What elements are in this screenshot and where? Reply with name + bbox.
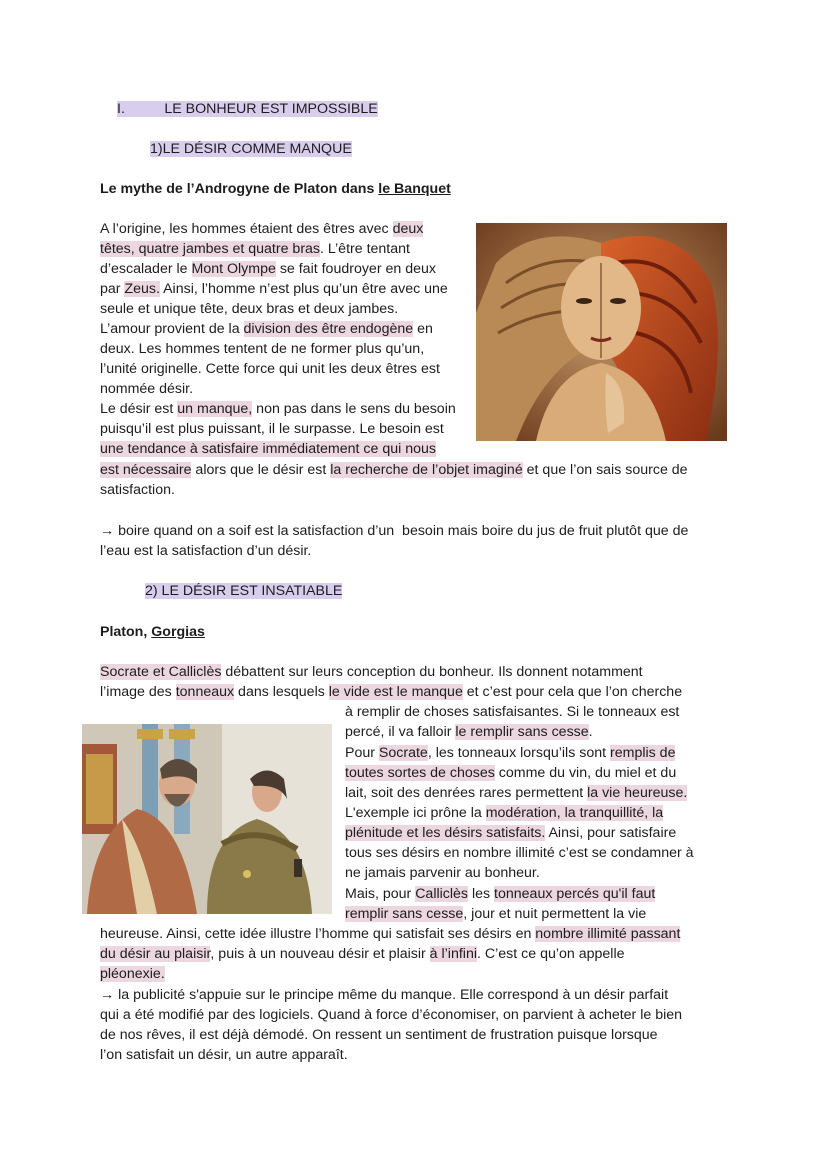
text-line: par Zeus. Ainsi, l’homme n’est plus qu’un être avec une <box>100 281 448 297</box>
myth-title: Le mythe de l’Androgyne de Platon dans le Banquet <box>100 181 451 197</box>
text-line: L'exemple ici prône la modération, la tranquillité, la <box>345 805 664 821</box>
text-line: heureuse. Ainsi, cette idée illustre l’homme qui satisfait ses désirs en nombre illimité passant <box>100 926 681 942</box>
text-line: à remplir de choses satisfaisantes. Si le tonneaux est <box>345 704 680 720</box>
text-line: du désir au plaisir, puis à un nouveau désir et plaisir à l’infini. C’est ce qu’on appelle <box>100 946 625 962</box>
text-line: qui a été modifié par des logiciels. Quand à force d’économiser, on parvient à acheter le bien <box>100 1007 683 1023</box>
text-line: percé, il va falloir le remplir sans cesse. <box>345 724 593 740</box>
text-line: A l’origine, les hommes étaient des êtres avec deux <box>100 221 424 237</box>
text-line: Pour Socrate, les tonneaux lorsqu’ils sont remplis de <box>345 745 676 761</box>
text-line: d’escalader le Mont Olympe se fait foudroyer en deux <box>100 261 436 277</box>
section-heading <box>117 99 378 119</box>
text-line: seule et unique tête, deux bras et deux jambes. <box>100 301 399 317</box>
text-line: nommée désir. <box>100 381 194 397</box>
subheading-desire-insatiable: 2) LE DÉSIR EST INSATIABLE <box>145 583 343 599</box>
subheading-desire-manque: 1)LE DÉSIR COMME MANQUE <box>150 141 352 157</box>
text-line: tous ses désirs en nombre illimité c’est se condamner à <box>345 845 694 861</box>
text-line: Socrate et Calliclès débattent sur leurs conception du bonheur. Ils donnent notamment <box>100 664 643 680</box>
text-line: têtes, quatre jambes et quatre bras. L’être tentant <box>100 241 410 257</box>
text-line: → boire quand on a soif est la satisfaction d’un besoin mais boire du jus de fruit plutôt que de <box>100 523 689 539</box>
text-line: est nécessaire alors que le désir est la recherche de l’objet imaginé et que l’on sais source de <box>100 462 688 478</box>
text-line: deux. Les hommes tentent de ne former plus qu’un, <box>100 341 425 357</box>
text-line: puisqu’il est plus puissant, il le surpasse. Le besoin est <box>100 421 444 437</box>
text-line: → la publicité s'appuie sur le principe même du manque. Elle correspond à un désir parfait <box>100 987 669 1003</box>
text-line: L’amour provient de la division des être endogène en <box>100 321 433 337</box>
text-line: l’unité originelle. Cette force qui unit les deux êtres est <box>100 361 440 377</box>
text-line: remplir sans cesse, jour et nuit permettent la vie <box>345 906 647 922</box>
text-line: toutes sortes de choses comme du vin, du miel et du <box>345 765 677 781</box>
text-line: Le désir est un manque, non pas dans le sens du besoin <box>100 401 456 417</box>
text-line: satisfaction. <box>100 482 175 498</box>
text-line: lait, soit des denrées rares permettent la vie heureuse. <box>345 785 688 801</box>
text-line: pléonexie. <box>100 966 165 982</box>
section-title: LE BONHEUR EST IMPOSSIBLE <box>164 101 378 117</box>
text-line: plénitude et les désirs satisfaits. Ainsi, pour satisfaire <box>345 825 677 841</box>
text-line: de nos rêves, il est déjà démodé. On ressent un sentiment de frustration puisque lorsque <box>100 1027 658 1043</box>
text-line: l’eau est la satisfaction d’un désir. <box>100 543 312 559</box>
socrates-callicles-photo <box>82 724 332 914</box>
androgyne-painting-image <box>476 223 727 441</box>
text-line: Mais, pour Calliclès les tonneaux percés qu'il faut <box>345 886 656 902</box>
text-line: ne jamais parvenir au bonheur. <box>345 865 540 881</box>
source-title: Platon, Gorgias <box>100 624 205 640</box>
text-line: une tendance à satisfaire immédiatement ce qui nous <box>100 441 436 457</box>
section-numeral: I. <box>117 101 125 117</box>
text-line: l’on satisfait un désir, un autre apparaît. <box>100 1047 348 1063</box>
text-line: l’image des tonneaux dans lesquels le vide est le manque et c’est pour cela que l’on cherche <box>100 684 683 700</box>
